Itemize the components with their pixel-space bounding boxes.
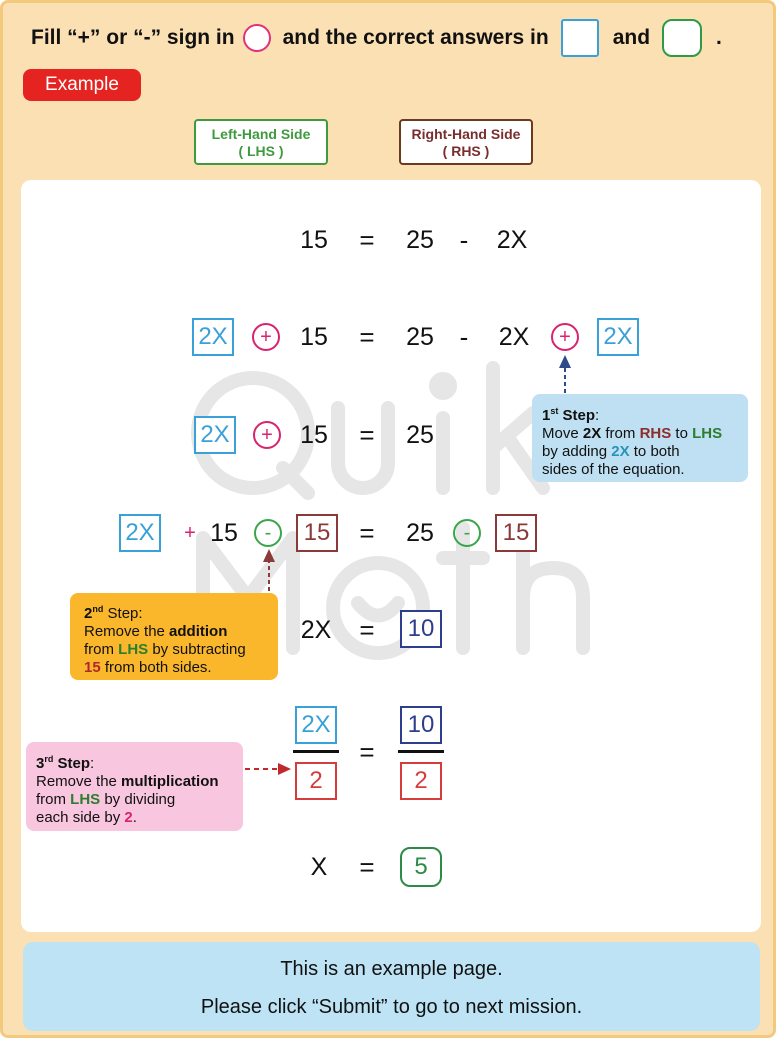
- r5-lhs-term: 2X: [300, 616, 332, 644]
- r4-sign-left[interactable]: -: [254, 519, 282, 547]
- r7-final-answer[interactable]: 5: [400, 847, 442, 887]
- r6-denominator-left[interactable]: 2: [295, 762, 337, 800]
- step1-text2: from: [605, 425, 636, 442]
- lhs-header: [194, 119, 328, 165]
- r4-subtracted-term-right[interactable]: 15: [495, 514, 537, 552]
- r6-equals: =: [359, 737, 375, 767]
- r4-lhs-value: 15: [210, 519, 238, 547]
- step2-num: 2: [84, 605, 93, 622]
- step1-text4: by adding: [542, 443, 608, 460]
- r3-sign-left[interactable]: +: [253, 421, 281, 449]
- r6-denominator-right[interactable]: 2: [400, 762, 442, 800]
- rhs-header: [399, 119, 533, 165]
- r2-minus: -: [459, 322, 469, 352]
- step1-arrow-icon: [555, 355, 575, 395]
- r2-rhs-constant: 25: [406, 323, 434, 351]
- example-badge: Example: [23, 69, 141, 101]
- r4-subtracted-term-left[interactable]: 15: [296, 514, 338, 552]
- r6-numerator-right[interactable]: 10: [400, 706, 442, 744]
- sign-circle-sample-icon: [243, 24, 271, 52]
- r4-plus: +: [184, 522, 196, 544]
- step3-key2: LHS: [70, 791, 101, 808]
- r1-lhs-value: 15: [300, 226, 328, 254]
- r4-added-term-left[interactable]: 2X: [119, 514, 161, 552]
- instruction: [31, 21, 722, 55]
- rhs-header-abbrev: ( RHS ): [442, 143, 490, 159]
- r4-rhs-constant: 25: [406, 519, 434, 547]
- answer-square-sample-icon: [561, 19, 599, 57]
- r5-equals: =: [359, 615, 375, 645]
- step3-key3: 2: [124, 809, 133, 826]
- r2-rhs-term: 2X: [498, 323, 530, 351]
- step1-title: Step: [562, 407, 596, 424]
- step1-num: 1: [542, 407, 551, 424]
- r6-fraction-bar-right: [398, 750, 444, 753]
- step2-title: Step: [107, 605, 139, 622]
- step2-text4: from both sides.: [104, 659, 212, 676]
- r2-sign-left[interactable]: +: [252, 323, 280, 351]
- step1-text6: sides of the equation.: [542, 461, 685, 478]
- r3-equals: =: [359, 420, 375, 450]
- r2-added-term-right[interactable]: 2X: [597, 318, 639, 356]
- step1-ord: st: [550, 406, 559, 416]
- step2-text3: by subtracting: [152, 641, 246, 658]
- step3-ord: rd: [44, 754, 54, 764]
- instruction-part3: and: [612, 26, 651, 49]
- step1-key1: 2X: [582, 425, 602, 442]
- step2-text1: Remove the: [84, 623, 165, 640]
- step2-callout: 2nd Step: Remove the addition from LHS by subtracting 15 from both sides.: [70, 593, 278, 680]
- r1-rhs-term: 2X: [496, 226, 528, 254]
- step1-key2: RHS: [639, 425, 672, 442]
- instruction-part4: .: [716, 26, 722, 49]
- step1-key4: 2X: [611, 443, 630, 460]
- step2-key1: addition: [169, 623, 228, 640]
- step3-text4: each side by: [36, 809, 121, 826]
- r4-sign-right[interactable]: -: [453, 519, 481, 547]
- r1-minus: -: [459, 225, 469, 255]
- notice-line1: This is an example page.: [280, 958, 503, 980]
- r2-lhs-value: 15: [300, 323, 328, 351]
- step1-text3: to: [675, 425, 688, 442]
- step2-text2: from: [84, 641, 114, 658]
- step3-arrow-icon: [243, 760, 293, 778]
- step3-title: Step: [57, 755, 91, 772]
- step3-text5: .: [132, 809, 137, 826]
- step2-arrow-icon: [259, 549, 279, 593]
- r5-rhs-answer[interactable]: 10: [400, 610, 442, 648]
- r6-numerator-left[interactable]: 2X: [295, 706, 337, 744]
- step3-key1: multiplication: [121, 773, 219, 790]
- step3-callout: 3rd Step: Remove the multiplication from LHS by dividing each side by 2.: [26, 742, 243, 831]
- r2-sign-right[interactable]: +: [551, 323, 579, 351]
- step3-text1: Remove the: [36, 773, 117, 790]
- r4-equals: =: [359, 518, 375, 548]
- notice-line2: Please click “Submit” to go to next mission.: [200, 996, 583, 1018]
- lhs-header-abbrev: ( LHS ): [238, 143, 284, 159]
- step2-key2: LHS: [118, 641, 149, 658]
- step1-text1: Move: [542, 425, 579, 442]
- r7-equals: =: [359, 852, 375, 882]
- instruction-part2: and the correct answers in: [282, 26, 549, 49]
- step1-callout: 1st Step: Move 2X from RHS to LHS by adding 2X to both sides of the equation.: [532, 394, 748, 482]
- rhs-header-title: Right-Hand Side: [411, 126, 521, 142]
- r3-added-term-left[interactable]: 2X: [194, 416, 236, 454]
- r3-rhs-constant: 25: [406, 421, 434, 449]
- r1-rhs-constant: 25: [406, 226, 434, 254]
- step1-key3: LHS: [692, 425, 723, 442]
- r2-added-term-left[interactable]: 2X: [192, 318, 234, 356]
- example-notice: [23, 942, 760, 1031]
- step3-text3: by dividing: [104, 791, 176, 808]
- r1-equals: =: [359, 225, 375, 255]
- step2-key3: 15: [84, 659, 101, 676]
- step2-ord: nd: [92, 604, 104, 614]
- instruction-part1: Fill “+” or “-” sign in: [31, 26, 235, 49]
- lhs-header-title: Left-Hand Side: [211, 126, 311, 142]
- r2-equals: =: [359, 322, 375, 352]
- step1-text5: to both: [633, 443, 680, 460]
- r3-lhs-value: 15: [300, 421, 328, 449]
- answer-rounded-square-sample-icon: [662, 19, 702, 57]
- step3-text2: from: [36, 791, 66, 808]
- step3-num: 3: [36, 755, 45, 772]
- r7-variable: X: [310, 853, 328, 881]
- r6-fraction-bar-left: [293, 750, 339, 753]
